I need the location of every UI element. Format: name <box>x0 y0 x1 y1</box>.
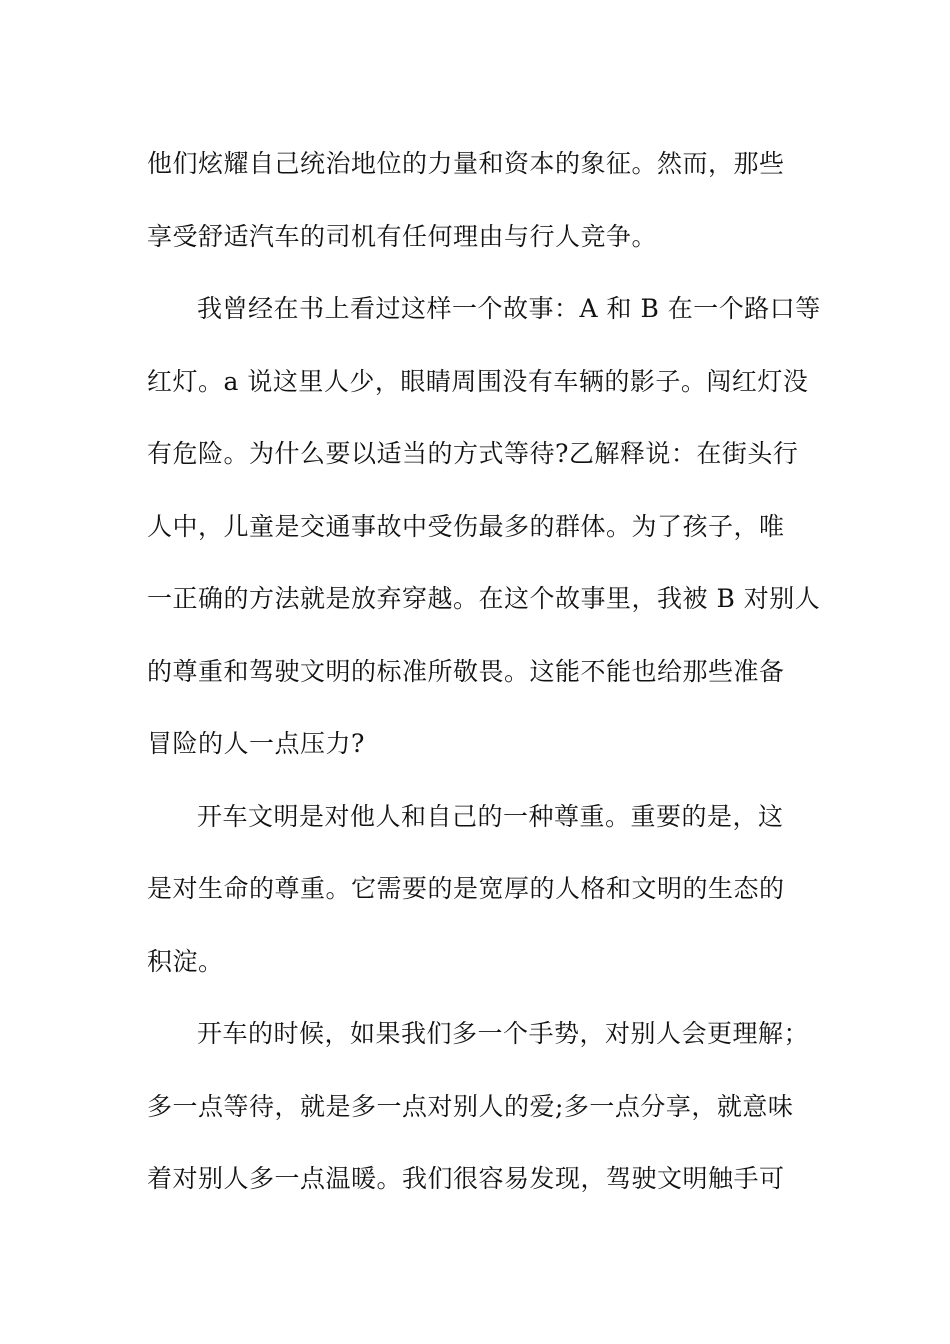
text-line: 多一点等待，就是多一点对别人的爱;多一点分享，就意味 <box>147 1091 794 1121</box>
text-line: 是对生命的尊重。它需要的是宽厚的人格和文明的生态的 <box>147 874 785 903</box>
text-line: 着对别人多一点温暖。我们很容易发现，驾驶文明触手可 <box>147 1164 785 1193</box>
document-body <box>147 128 821 1216</box>
text-line: 开车文明是对他人和自己的一种尊重。重要的是，这 <box>197 801 784 831</box>
text-line: 有危险。为什么要以适当的方式等待?乙解释说：在街头行 <box>147 439 799 468</box>
text-line: 人中，儿童是交通事故中受伤最多的群体。为了孩子，唯 <box>147 511 785 541</box>
text-line: 我曾经在书上看过这样一个故事：A 和 B 在一个路口等 <box>197 294 821 323</box>
text-line: 他们炫耀自己统治地位的力量和资本的象征。然而，那些 <box>147 149 785 178</box>
text-line: 冒险的人一点压力? <box>147 729 365 758</box>
text-line: 的尊重和驾驶文明的标准所敬畏。这能不能也给那些准备 <box>147 656 785 686</box>
text-line: 开车的时候，如果我们多一个手势，对别人会更理解； <box>197 1019 810 1048</box>
text-line: 积淀。 <box>147 946 224 976</box>
text-line: 一正确的方法就是放弃穿越。在这个故事里，我被 B 对别人 <box>147 584 821 613</box>
text-line: 享受舒适汽车的司机有任何理由与行人竞争。 <box>147 221 658 251</box>
text-line: 红灯。a 说这里人少，眼睛周围没有车辆的影子。闯红灯没 <box>147 366 809 396</box>
